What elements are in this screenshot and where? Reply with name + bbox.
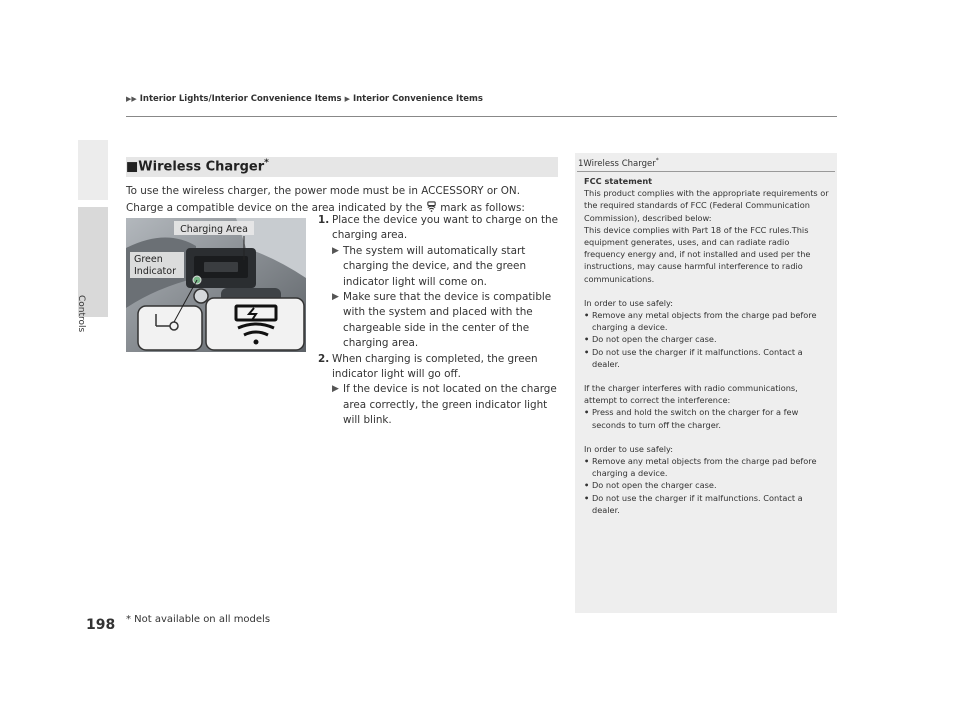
sidebar-tab-top: [78, 140, 108, 200]
sidebox-heading-text: Wireless Charger: [583, 158, 656, 169]
interference-paragraph: If the charger interferes with radio communications, attempt to correct the interference:: [584, 383, 798, 406]
intro-line-2b: mark as follows:: [440, 202, 525, 214]
intro-line-1: To use the wireless charger, the power mode must be in ACCESSORY or ON.: [126, 185, 521, 197]
breadcrumb-arrow-icon: ▶: [344, 95, 350, 103]
section-title: [126, 158, 269, 174]
fcc-paragraph-2: This device complies with Part 18 of the FCC rules.This equipment generates, uses, and can radiate radio frequency energy and, if not installed and used per the instructions, may cause harmful interference to radio communications.: [584, 224, 811, 284]
safety-bullet: • Remove any metal objects from the charge pad before charging a device.: [584, 455, 830, 479]
safety-bullet: • Do not open the charger case.: [584, 333, 830, 345]
instruction-steps: [318, 213, 560, 429]
step-number: 2.: [318, 352, 330, 365]
fcc-title: FCC statement: [584, 176, 653, 186]
breadcrumb-item[interactable]: Interior Convenience Items: [352, 94, 483, 104]
wireless-charge-mark-icon: [426, 201, 437, 212]
sidebox-divider: [577, 171, 835, 172]
footnote: * Not available on all models: [126, 614, 271, 625]
breadcrumb: [126, 94, 483, 104]
substep: [332, 382, 560, 428]
intro-text: [126, 183, 566, 217]
safety-bullet: • Do not open the charger case.: [584, 479, 830, 491]
section-bullet-icon: ■: [126, 159, 139, 175]
green-label-line1: Green: [134, 254, 163, 265]
interference-bullet: • Press and hold the switch on the charger for a few seconds to turn off the charger.: [584, 406, 830, 430]
safety-bullet: • Remove any metal objects from the charge pad before charging a device.: [584, 309, 830, 333]
arrow-bullet-icon: ▶: [332, 245, 339, 256]
page-number: 198: [86, 617, 116, 633]
breadcrumb-arrow-icon: ▶▶: [126, 95, 137, 103]
step-text: Place the device you want to charge on the charging area.: [332, 214, 559, 242]
sidebox-star: *: [655, 157, 659, 164]
section-star: *: [264, 158, 269, 168]
intro-line-2a: Charge a compatible device on the area indicated by the: [126, 202, 423, 214]
green-label-line2: Indicator: [134, 266, 176, 277]
safety-heading-2: In order to use safely:: [584, 443, 674, 454]
breadcrumb-item[interactable]: Interior Lights/Interior Convenience Items: [139, 94, 342, 104]
charger-photo: [126, 218, 306, 352]
section-title-text: Wireless Charger: [138, 159, 265, 175]
substep: [332, 244, 560, 290]
fcc-paragraph-1: This product complies with the appropriate requirements or the required standards of FCC (Federal Communication Commission), described below:: [584, 188, 829, 223]
sidebox-heading: [578, 157, 659, 169]
charging-area-label: Charging Area: [180, 224, 248, 235]
arrow-bullet-icon: ▶: [332, 384, 339, 395]
safety-bullet: • Do not use the charger if it malfunctions. Contact a dealer.: [584, 346, 830, 370]
substep-text: The system will automatically start charging the device, and the green indicator light will come on.: [343, 244, 527, 288]
header-divider: [126, 116, 837, 117]
step-text: When charging is completed, the green indicator light will go off.: [332, 352, 538, 381]
step-number: 1.: [318, 214, 330, 226]
substep-text: If the device is not located on the charge area correctly, the green indicator light will blink.: [343, 383, 557, 427]
sidebar-label: Controls: [76, 295, 86, 333]
sidebox-ref-number: 1: [578, 158, 584, 169]
charger-illustration: [126, 218, 306, 352]
sidebox-body: [584, 175, 830, 516]
substep: [332, 290, 560, 352]
step-2: [318, 352, 560, 383]
step-1: [318, 213, 560, 244]
substep-text: Make sure that the device is compatible with the system and placed with the chargeable side in the center of the charging area.: [343, 291, 552, 350]
safety-bullet: • Do not use the charger if it malfunctions. Contact a dealer.: [584, 492, 830, 516]
arrow-bullet-icon: ▶: [332, 292, 339, 303]
safety-heading-1: In order to use safely:: [584, 297, 674, 308]
